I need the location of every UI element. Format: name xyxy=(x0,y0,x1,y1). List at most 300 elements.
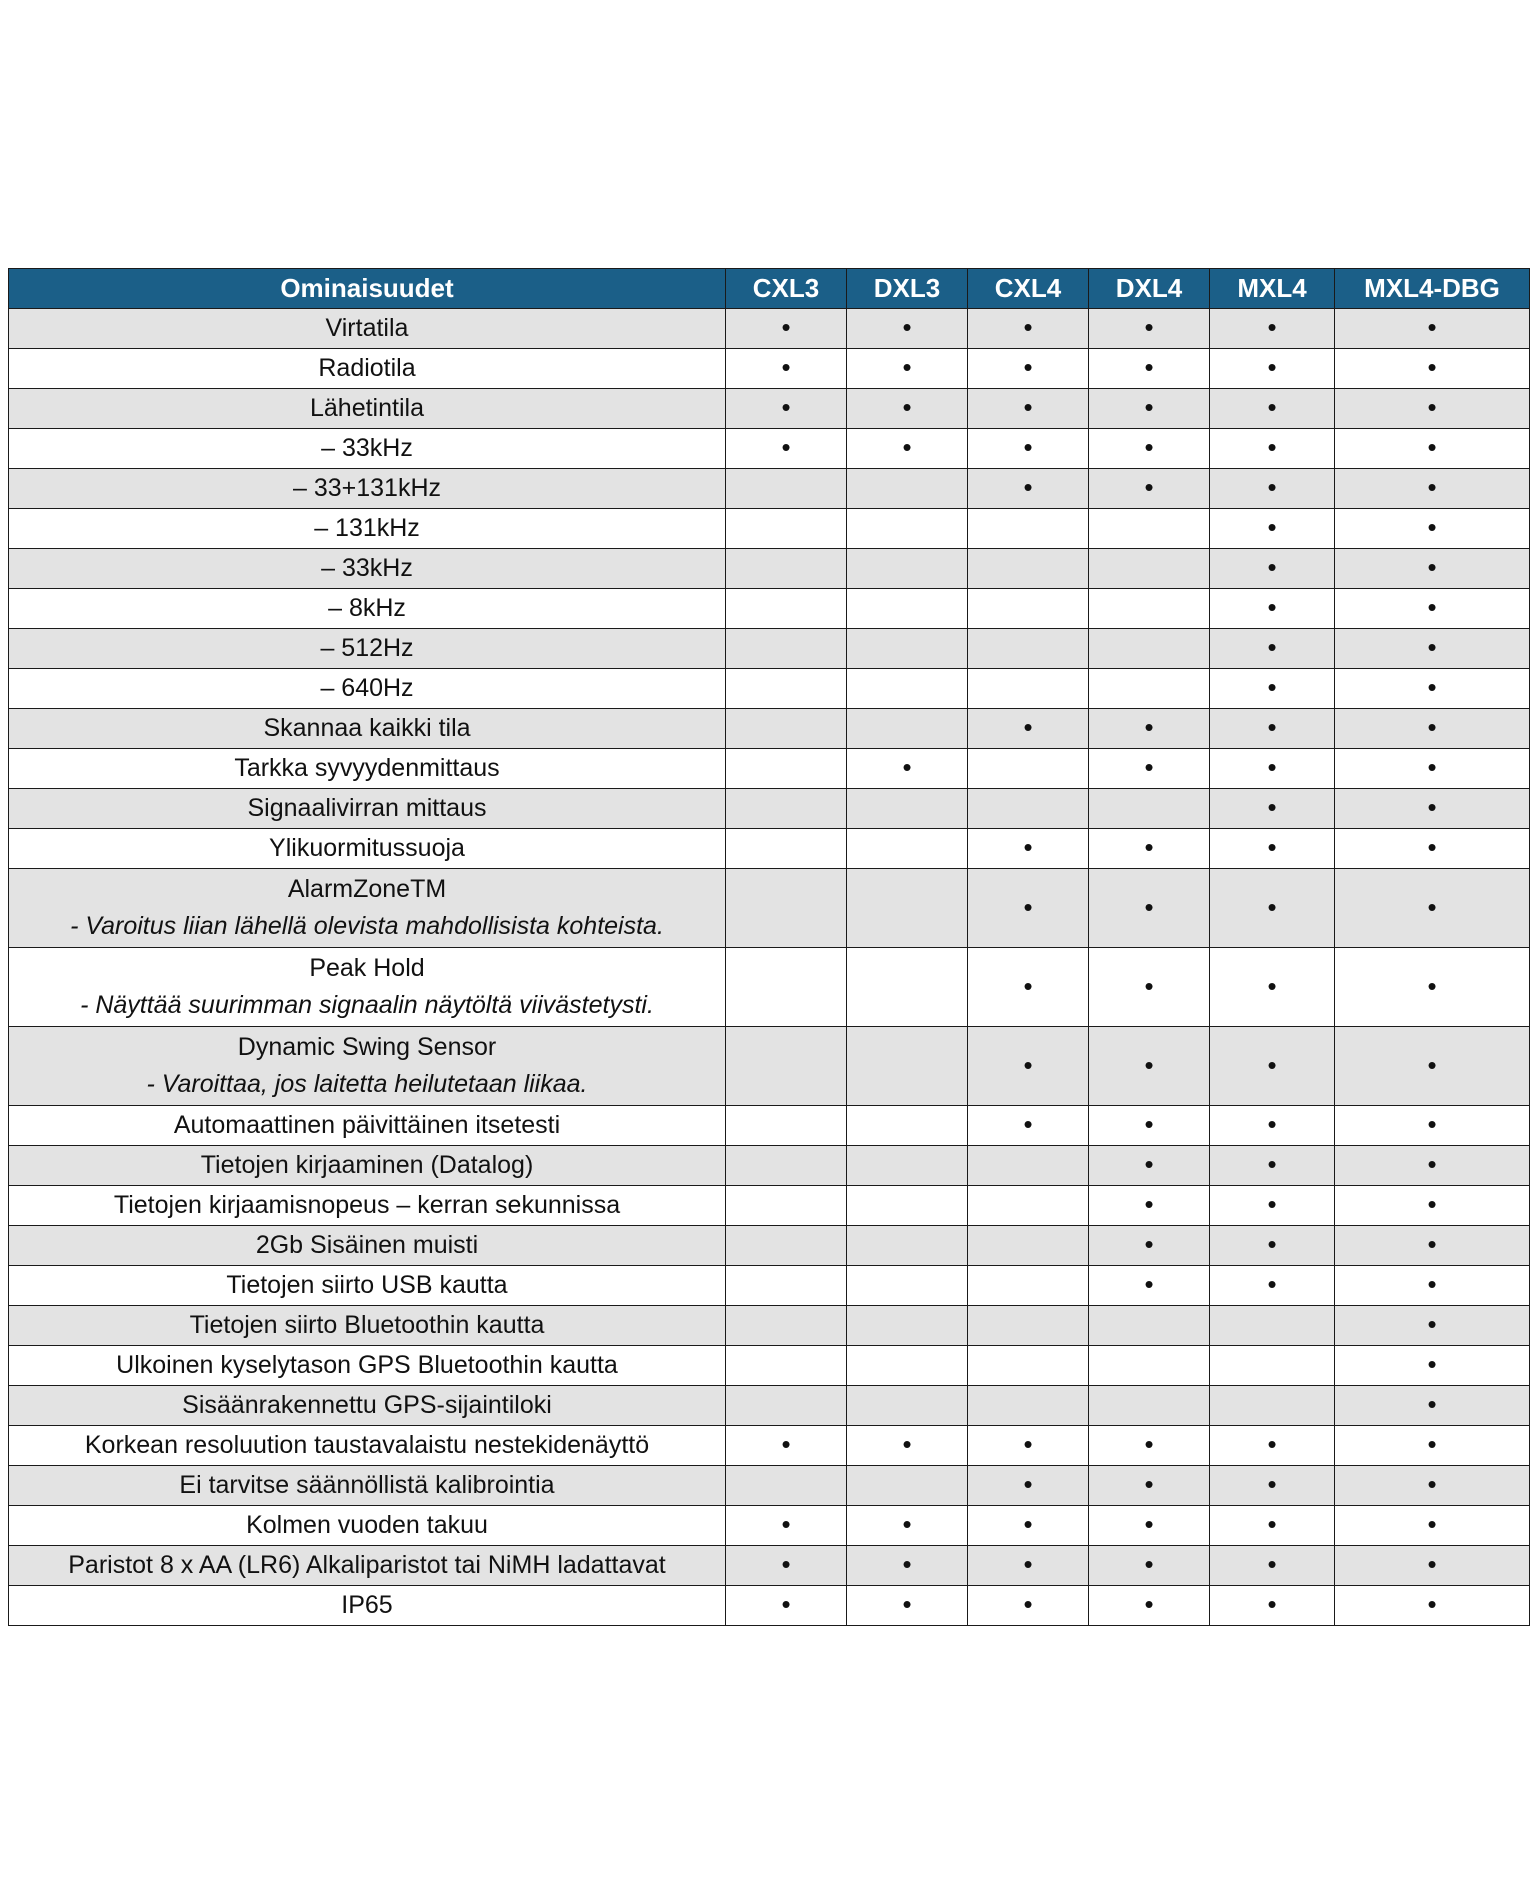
model-support-cell xyxy=(847,429,968,469)
model-support-cell xyxy=(1089,629,1210,669)
supported-bullet-icon: • xyxy=(1023,891,1033,922)
table-row xyxy=(9,1306,1530,1346)
model-support-cell xyxy=(726,1106,847,1146)
supported-bullet-icon: • xyxy=(1144,1149,1154,1179)
feature-name: Tietojen kirjaaminen (Datalog) xyxy=(200,1151,534,1179)
model-support-cell xyxy=(1089,1146,1210,1186)
model-support-cell xyxy=(1335,1027,1530,1106)
model-support-cell xyxy=(1335,709,1530,749)
feature-cell xyxy=(9,948,726,1027)
model-support-cell xyxy=(968,1466,1089,1506)
model-support-cell xyxy=(1210,709,1335,749)
feature-comparison-table xyxy=(8,268,1530,1626)
table-row xyxy=(9,789,1530,829)
feature-name: Tietojen kirjaamisnopeus – kerran sekunnissa xyxy=(113,1191,621,1219)
model-support-cell xyxy=(847,1386,968,1426)
model-support-cell xyxy=(726,1146,847,1186)
table-row xyxy=(9,948,1530,1027)
supported-bullet-icon: • xyxy=(1427,752,1437,782)
supported-bullet-icon: • xyxy=(1267,352,1277,382)
model-support-cell xyxy=(1089,669,1210,709)
model-support-cell xyxy=(847,1186,968,1226)
model-support-cell xyxy=(1089,349,1210,389)
supported-bullet-icon: • xyxy=(1023,392,1033,422)
header-row xyxy=(9,269,1530,309)
model-support-cell xyxy=(968,589,1089,629)
feature-cell xyxy=(9,1506,726,1546)
model-support-cell xyxy=(1089,1546,1210,1586)
model-support-cell xyxy=(1335,429,1530,469)
model-header-mxl4-dbg: MXL4-DBG xyxy=(1335,269,1530,309)
model-support-cell xyxy=(1335,1386,1530,1426)
model-support-cell xyxy=(847,829,968,869)
model-support-cell xyxy=(847,309,968,349)
model-support-cell xyxy=(1335,1506,1530,1546)
supported-bullet-icon: • xyxy=(1144,970,1154,1001)
feature-name: Kolmen vuoden takuu xyxy=(246,1511,488,1539)
supported-bullet-icon: • xyxy=(1144,1229,1154,1259)
feature-cell xyxy=(9,1266,726,1306)
table-row xyxy=(9,1106,1530,1146)
table-row xyxy=(9,1546,1530,1586)
supported-bullet-icon: • xyxy=(1267,672,1277,702)
model-support-cell xyxy=(968,1426,1089,1466)
model-support-cell xyxy=(726,869,847,948)
supported-bullet-icon: • xyxy=(1023,432,1033,462)
model-support-cell xyxy=(1089,1027,1210,1106)
model-support-cell xyxy=(968,709,1089,749)
model-support-cell xyxy=(726,429,847,469)
supported-bullet-icon: • xyxy=(1144,1049,1154,1080)
model-support-cell xyxy=(847,1306,968,1346)
supported-bullet-icon: • xyxy=(1427,1269,1437,1299)
model-support-cell xyxy=(1210,429,1335,469)
model-support-cell xyxy=(726,1506,847,1546)
model-support-cell xyxy=(847,709,968,749)
supported-bullet-icon: • xyxy=(1023,352,1033,382)
supported-bullet-icon: • xyxy=(1427,432,1437,462)
model-support-cell xyxy=(726,948,847,1027)
model-support-cell xyxy=(726,669,847,709)
model-support-cell xyxy=(968,1146,1089,1186)
feature-name: IP65 xyxy=(341,1591,393,1619)
supported-bullet-icon: • xyxy=(781,312,791,342)
supported-bullet-icon: • xyxy=(902,352,912,382)
feature-name: – 8kHz xyxy=(328,594,406,622)
supported-bullet-icon: • xyxy=(1427,1229,1437,1259)
supported-bullet-icon: • xyxy=(1427,1049,1437,1080)
table-row xyxy=(9,389,1530,429)
supported-bullet-icon: • xyxy=(1144,1469,1154,1499)
model-support-cell xyxy=(1089,1346,1210,1386)
model-support-cell xyxy=(847,549,968,589)
table-row xyxy=(9,1386,1530,1426)
model-support-cell xyxy=(968,389,1089,429)
model-support-cell xyxy=(1210,1466,1335,1506)
supported-bullet-icon: • xyxy=(781,432,791,462)
supported-bullet-icon: • xyxy=(1023,1549,1033,1579)
table-body xyxy=(9,309,1530,1626)
model-support-cell xyxy=(1210,1546,1335,1586)
feature-name: Automaattinen päivittäinen itsetesti xyxy=(173,1111,561,1139)
supported-bullet-icon: • xyxy=(1267,970,1277,1001)
supported-bullet-icon: • xyxy=(1144,712,1154,742)
model-support-cell xyxy=(726,509,847,549)
model-header-cxl4: CXL4 xyxy=(968,269,1089,309)
model-support-cell xyxy=(1089,1506,1210,1546)
model-support-cell xyxy=(847,629,968,669)
model-support-cell xyxy=(726,309,847,349)
model-support-cell xyxy=(1210,1506,1335,1546)
model-support-cell xyxy=(1089,389,1210,429)
feature-note: - Varoitus liian lähellä olevista mahdollisista kohteista. xyxy=(70,912,664,940)
model-support-cell xyxy=(847,749,968,789)
model-support-cell xyxy=(1335,589,1530,629)
supported-bullet-icon: • xyxy=(1267,1589,1277,1619)
model-support-cell xyxy=(847,1266,968,1306)
model-support-cell xyxy=(1210,469,1335,509)
model-support-cell xyxy=(1335,549,1530,589)
model-support-cell xyxy=(1210,389,1335,429)
feature-name: Ei tarvitse säännöllistä kalibrointia xyxy=(179,1471,555,1499)
supported-bullet-icon: • xyxy=(902,1429,912,1459)
supported-bullet-icon: • xyxy=(1023,472,1033,502)
model-support-cell xyxy=(847,869,968,948)
supported-bullet-icon: • xyxy=(1144,472,1154,502)
supported-bullet-icon: • xyxy=(1427,891,1437,922)
supported-bullet-icon: • xyxy=(1267,1109,1277,1139)
table-row xyxy=(9,749,1530,789)
supported-bullet-icon: • xyxy=(1023,312,1033,342)
model-support-cell xyxy=(968,429,1089,469)
feature-cell xyxy=(9,1226,726,1266)
model-header-dxl4: DXL4 xyxy=(1089,269,1210,309)
supported-bullet-icon: • xyxy=(781,1429,791,1459)
feature-name: Korkean resoluution taustavalaistu nestekidenäyttö xyxy=(84,1431,650,1459)
table-row xyxy=(9,709,1530,749)
feature-cell xyxy=(9,1306,726,1346)
supported-bullet-icon: • xyxy=(902,432,912,462)
feature-name: Ylikuormitussuoja xyxy=(269,834,465,862)
feature-name: – 33+131kHz xyxy=(292,474,442,502)
feature-name: Radiotila xyxy=(318,354,416,382)
supported-bullet-icon: • xyxy=(902,392,912,422)
feature-name: – 640Hz xyxy=(320,674,414,702)
feature-name: AlarmZoneTM xyxy=(287,875,447,903)
model-support-cell xyxy=(1089,869,1210,948)
model-header-mxl4: MXL4 xyxy=(1210,269,1335,309)
supported-bullet-icon: • xyxy=(1427,1429,1437,1459)
model-support-cell xyxy=(1210,509,1335,549)
feature-cell xyxy=(9,1386,726,1426)
model-support-cell xyxy=(847,789,968,829)
supported-bullet-icon: • xyxy=(1144,1429,1154,1459)
feature-cell xyxy=(9,669,726,709)
feature-name: Ulkoinen kyselytason GPS Bluetoothin kautta xyxy=(116,1351,618,1379)
model-support-cell xyxy=(726,469,847,509)
feature-cell xyxy=(9,429,726,469)
feature-cell xyxy=(9,789,726,829)
table-row xyxy=(9,829,1530,869)
feature-name: Paristot 8 x AA (LR6) Alkaliparistot tai NiMH ladattavat xyxy=(68,1551,666,1579)
supported-bullet-icon: • xyxy=(1267,1269,1277,1299)
model-support-cell xyxy=(726,1386,847,1426)
feature-column-header: Ominaisuudet xyxy=(9,269,726,309)
supported-bullet-icon: • xyxy=(1144,352,1154,382)
model-support-cell xyxy=(1335,1226,1530,1266)
supported-bullet-icon: • xyxy=(1267,1049,1277,1080)
model-support-cell xyxy=(726,1426,847,1466)
feature-cell xyxy=(9,1027,726,1106)
supported-bullet-icon: • xyxy=(1267,632,1277,662)
model-support-cell xyxy=(1089,749,1210,789)
model-support-cell xyxy=(1210,1586,1335,1626)
model-support-cell xyxy=(726,629,847,669)
model-support-cell xyxy=(1335,829,1530,869)
model-support-cell xyxy=(1335,469,1530,509)
model-support-cell xyxy=(1335,789,1530,829)
model-support-cell xyxy=(1210,948,1335,1027)
model-support-cell xyxy=(1335,1186,1530,1226)
model-support-cell xyxy=(968,1027,1089,1106)
supported-bullet-icon: • xyxy=(1427,1109,1437,1139)
supported-bullet-icon: • xyxy=(1144,1109,1154,1139)
model-support-cell xyxy=(726,749,847,789)
feature-name: Tietojen siirto Bluetoothin kautta xyxy=(189,1311,545,1339)
model-support-cell xyxy=(726,549,847,589)
supported-bullet-icon: • xyxy=(1144,891,1154,922)
model-support-cell xyxy=(847,1027,968,1106)
model-support-cell xyxy=(1089,1586,1210,1626)
model-support-cell xyxy=(1089,1426,1210,1466)
model-support-cell xyxy=(847,1586,968,1626)
feature-name: – 33kHz xyxy=(321,554,413,582)
supported-bullet-icon: • xyxy=(1427,1349,1437,1379)
model-support-cell xyxy=(1335,1266,1530,1306)
model-support-cell xyxy=(1335,669,1530,709)
supported-bullet-icon: • xyxy=(1427,472,1437,502)
feature-name: Sisäänrakennettu GPS-sijaintiloki xyxy=(182,1391,552,1419)
model-support-cell xyxy=(1089,429,1210,469)
feature-cell xyxy=(9,1586,726,1626)
model-support-cell xyxy=(1210,549,1335,589)
supported-bullet-icon: • xyxy=(1267,392,1277,422)
supported-bullet-icon: • xyxy=(1427,1149,1437,1179)
supported-bullet-icon: • xyxy=(1267,1189,1277,1219)
model-support-cell xyxy=(1210,1027,1335,1106)
model-support-cell xyxy=(1210,629,1335,669)
model-support-cell xyxy=(968,309,1089,349)
supported-bullet-icon: • xyxy=(1144,1189,1154,1219)
supported-bullet-icon: • xyxy=(781,1549,791,1579)
supported-bullet-icon: • xyxy=(1427,1549,1437,1579)
supported-bullet-icon: • xyxy=(1144,752,1154,782)
model-support-cell xyxy=(1210,869,1335,948)
model-support-cell xyxy=(726,829,847,869)
model-support-cell xyxy=(847,1546,968,1586)
model-support-cell xyxy=(1335,1466,1530,1506)
supported-bullet-icon: • xyxy=(1427,392,1437,422)
model-support-cell xyxy=(1335,749,1530,789)
supported-bullet-icon: • xyxy=(1427,1309,1437,1339)
table-row xyxy=(9,349,1530,389)
supported-bullet-icon: • xyxy=(1427,1189,1437,1219)
model-support-cell xyxy=(968,1386,1089,1426)
table-header xyxy=(9,269,1530,309)
supported-bullet-icon: • xyxy=(1267,712,1277,742)
model-support-cell xyxy=(1210,789,1335,829)
supported-bullet-icon: • xyxy=(902,1549,912,1579)
feature-note: - Näyttää suurimman signaalin näytöltä viivästetysti. xyxy=(80,991,654,1019)
model-support-cell xyxy=(726,1586,847,1626)
model-support-cell xyxy=(847,1226,968,1266)
model-support-cell xyxy=(968,749,1089,789)
supported-bullet-icon: • xyxy=(1267,472,1277,502)
model-support-cell xyxy=(1210,1106,1335,1146)
model-support-cell xyxy=(847,1146,968,1186)
model-support-cell xyxy=(968,1106,1089,1146)
feature-cell xyxy=(9,549,726,589)
model-support-cell xyxy=(847,1466,968,1506)
model-support-cell xyxy=(1089,1386,1210,1426)
model-support-cell xyxy=(1335,1546,1530,1586)
model-support-cell xyxy=(1089,709,1210,749)
model-support-cell xyxy=(968,1346,1089,1386)
supported-bullet-icon: • xyxy=(1023,1469,1033,1499)
feature-name: Dynamic Swing Sensor xyxy=(237,1033,497,1061)
model-support-cell xyxy=(1335,309,1530,349)
supported-bullet-icon: • xyxy=(1023,1049,1033,1080)
supported-bullet-icon: • xyxy=(1144,832,1154,862)
supported-bullet-icon: • xyxy=(1427,352,1437,382)
supported-bullet-icon: • xyxy=(781,1589,791,1619)
supported-bullet-icon: • xyxy=(781,392,791,422)
model-support-cell xyxy=(1089,1466,1210,1506)
feature-cell xyxy=(9,1106,726,1146)
model-support-cell xyxy=(1210,1386,1335,1426)
table-row xyxy=(9,1506,1530,1546)
model-support-cell xyxy=(847,1506,968,1546)
model-support-cell xyxy=(726,1346,847,1386)
model-support-cell xyxy=(726,1027,847,1106)
feature-cell xyxy=(9,389,726,429)
table-row xyxy=(9,869,1530,948)
supported-bullet-icon: • xyxy=(1427,312,1437,342)
feature-note: - Varoittaa, jos laitetta heilutetaan liikaa. xyxy=(146,1070,588,1098)
model-support-cell xyxy=(1089,829,1210,869)
model-support-cell xyxy=(847,1426,968,1466)
supported-bullet-icon: • xyxy=(1267,891,1277,922)
feature-cell xyxy=(9,1346,726,1386)
model-support-cell xyxy=(968,1186,1089,1226)
feature-name: – 33kHz xyxy=(321,434,413,462)
model-support-cell xyxy=(1335,1346,1530,1386)
model-support-cell xyxy=(1210,309,1335,349)
model-support-cell xyxy=(847,509,968,549)
model-support-cell xyxy=(1089,1106,1210,1146)
model-support-cell xyxy=(968,469,1089,509)
feature-cell xyxy=(9,1186,726,1226)
table-row xyxy=(9,469,1530,509)
table-row xyxy=(9,1266,1530,1306)
model-support-cell xyxy=(968,669,1089,709)
model-support-cell xyxy=(726,709,847,749)
model-support-cell xyxy=(1210,1266,1335,1306)
feature-cell xyxy=(9,869,726,948)
model-support-cell xyxy=(1335,1146,1530,1186)
model-support-cell xyxy=(1335,1106,1530,1146)
model-support-cell xyxy=(968,509,1089,549)
model-support-cell xyxy=(968,789,1089,829)
supported-bullet-icon: • xyxy=(1023,970,1033,1001)
supported-bullet-icon: • xyxy=(902,752,912,782)
model-support-cell xyxy=(968,1506,1089,1546)
table-row xyxy=(9,309,1530,349)
model-support-cell xyxy=(847,469,968,509)
model-support-cell xyxy=(726,589,847,629)
model-support-cell xyxy=(1089,1186,1210,1226)
model-support-cell xyxy=(1335,629,1530,669)
supported-bullet-icon: • xyxy=(1267,1549,1277,1579)
feature-cell xyxy=(9,749,726,789)
feature-name: Signaalivirran mittaus xyxy=(247,794,487,822)
table-row xyxy=(9,669,1530,709)
model-support-cell xyxy=(1210,1346,1335,1386)
model-support-cell xyxy=(968,869,1089,948)
supported-bullet-icon: • xyxy=(1267,1229,1277,1259)
model-support-cell xyxy=(847,1106,968,1146)
comparison-sheet xyxy=(8,268,1529,1626)
feature-name: Lähetintila xyxy=(310,394,424,422)
model-support-cell xyxy=(1210,1226,1335,1266)
feature-name: Tarkka syvyydenmittaus xyxy=(234,754,500,782)
supported-bullet-icon: • xyxy=(1267,792,1277,822)
supported-bullet-icon: • xyxy=(1023,1509,1033,1539)
table-row xyxy=(9,509,1530,549)
supported-bullet-icon: • xyxy=(1427,1509,1437,1539)
model-support-cell xyxy=(1089,549,1210,589)
model-support-cell xyxy=(847,349,968,389)
supported-bullet-icon: • xyxy=(1427,512,1437,542)
model-support-cell xyxy=(847,589,968,629)
model-support-cell xyxy=(1335,1426,1530,1466)
model-header-cxl3: CXL3 xyxy=(726,269,847,309)
feature-cell xyxy=(9,469,726,509)
model-header-dxl3: DXL3 xyxy=(847,269,968,309)
feature-name: Peak Hold xyxy=(309,954,425,982)
model-support-cell xyxy=(1210,349,1335,389)
model-support-cell xyxy=(1089,1266,1210,1306)
supported-bullet-icon: • xyxy=(1427,672,1437,702)
feature-cell xyxy=(9,349,726,389)
model-support-cell xyxy=(1089,1306,1210,1346)
table-row xyxy=(9,1346,1530,1386)
table-row xyxy=(9,629,1530,669)
feature-name: Skannaa kaikki tila xyxy=(263,714,471,742)
supported-bullet-icon: • xyxy=(781,1509,791,1539)
supported-bullet-icon: • xyxy=(1144,392,1154,422)
supported-bullet-icon: • xyxy=(1427,1589,1437,1619)
supported-bullet-icon: • xyxy=(1144,1589,1154,1619)
supported-bullet-icon: • xyxy=(1023,712,1033,742)
model-support-cell xyxy=(1335,389,1530,429)
model-support-cell xyxy=(726,789,847,829)
feature-cell xyxy=(9,829,726,869)
model-support-cell xyxy=(726,1466,847,1506)
table-row xyxy=(9,429,1530,469)
supported-bullet-icon: • xyxy=(1427,632,1437,662)
model-support-cell xyxy=(1335,948,1530,1027)
